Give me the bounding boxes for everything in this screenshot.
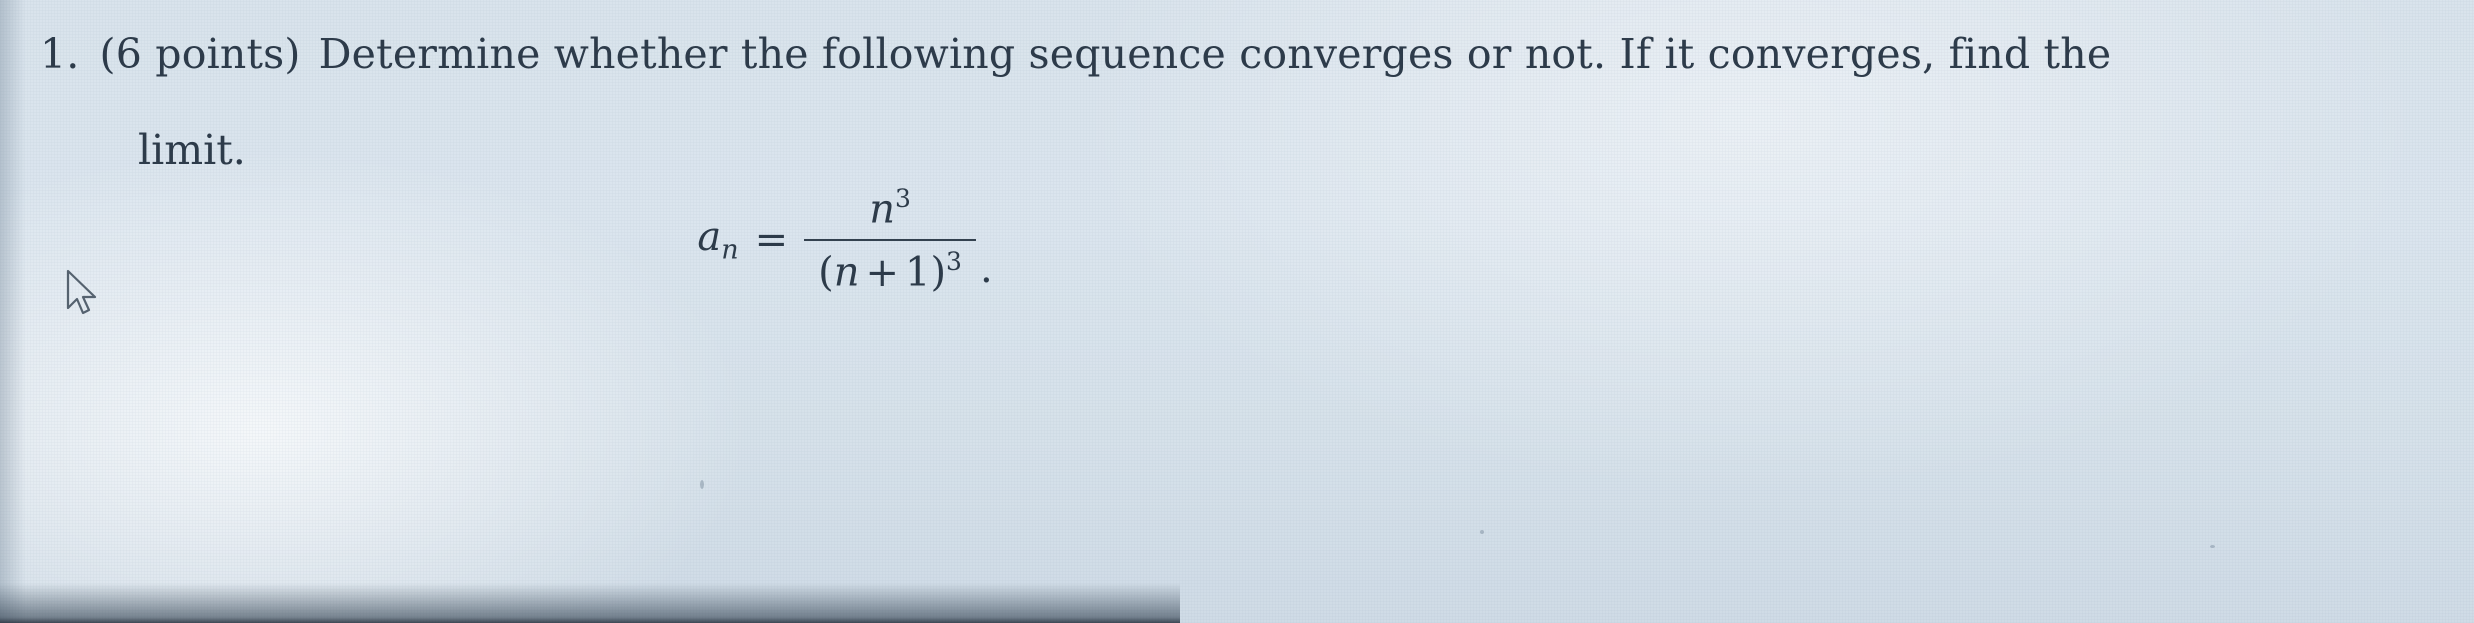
equals-sign: = xyxy=(754,216,789,263)
denominator-exponent: 3 xyxy=(946,247,962,276)
fraction-numerator xyxy=(855,184,925,239)
numerator-exponent: 3 xyxy=(894,184,911,213)
paper-speck xyxy=(1480,530,1484,534)
bottom-edge-shadow xyxy=(0,583,1180,623)
denominator-close-paren: ) xyxy=(930,249,947,296)
paper-speck xyxy=(2210,545,2215,548)
denominator-plus-sign: + xyxy=(865,249,899,296)
statement-text-line-1: Determine whether the following sequence converges or not. If it converges, find the xyxy=(318,30,2112,78)
equation-display xyxy=(40,184,2370,296)
statement-text-line-2: limit. xyxy=(138,126,246,174)
sequence-subscript: n xyxy=(721,234,739,266)
paper-speck xyxy=(700,480,704,489)
denominator-one: 1 xyxy=(904,249,931,296)
fraction-denominator xyxy=(804,241,976,296)
problem-block xyxy=(40,30,2370,296)
numerator-base: n xyxy=(869,186,895,233)
equation-period: . xyxy=(979,245,993,292)
equation-left-hand-side xyxy=(697,214,738,266)
left-edge-shadow xyxy=(0,0,26,623)
problem-number: 1. xyxy=(40,30,80,78)
denominator-base: n xyxy=(833,249,860,296)
denominator-open-paren: ( xyxy=(818,249,834,296)
fraction xyxy=(804,184,976,296)
problem-statement-line-1 xyxy=(40,30,2370,78)
points-label: (6 points) xyxy=(99,30,301,78)
sequence-variable: a xyxy=(697,213,722,260)
equation-inner xyxy=(697,184,992,296)
